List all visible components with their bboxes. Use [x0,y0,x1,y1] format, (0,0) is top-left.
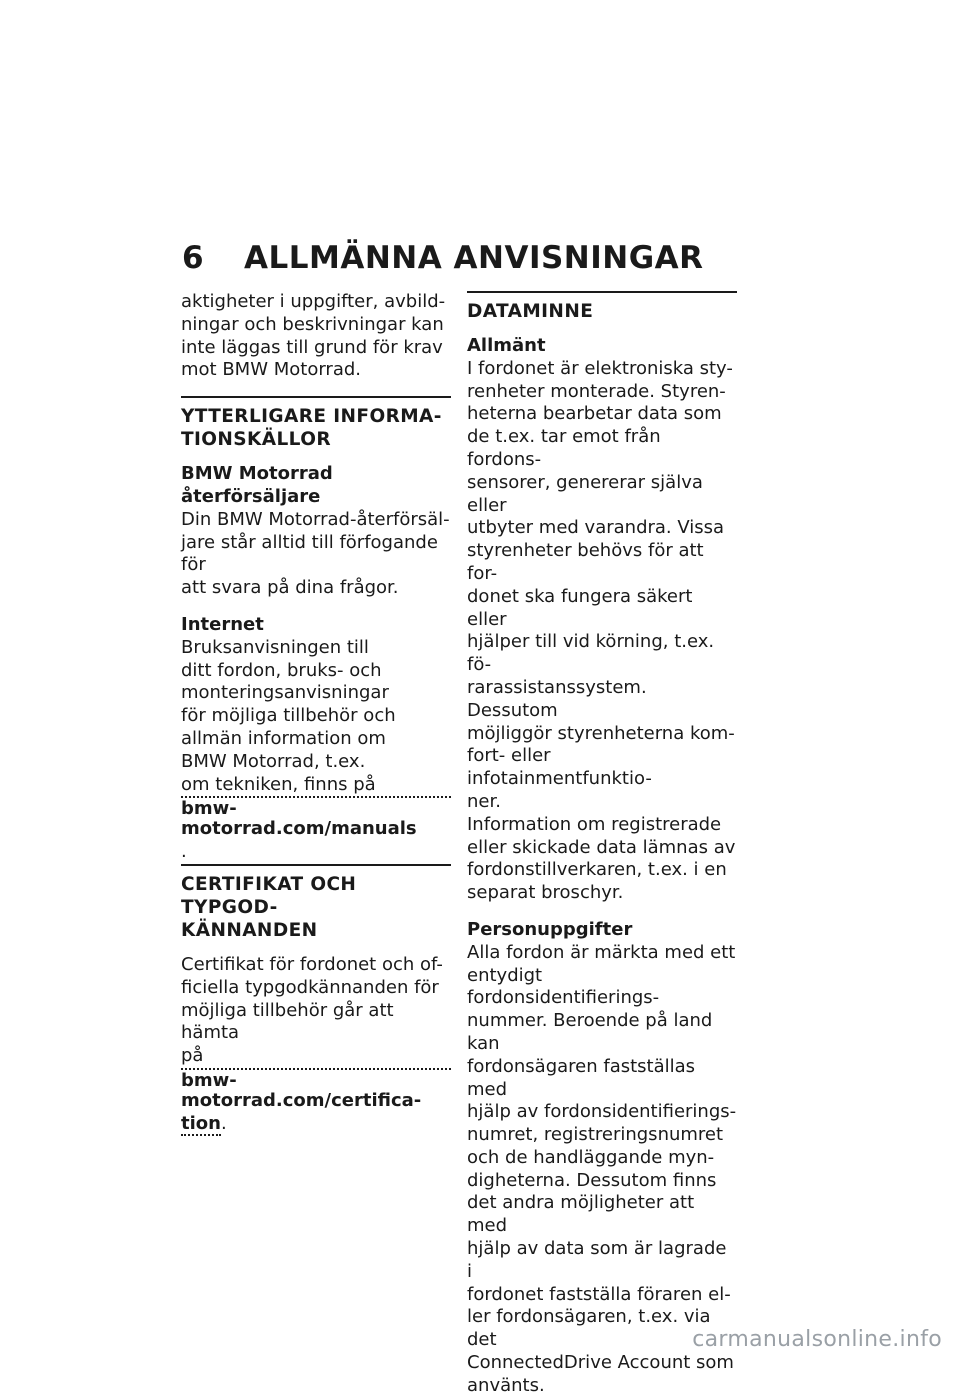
dealer-heading: BMW Motorrad återförsäljare [181,463,333,507]
general-paragraph: I fordonet är elektroniska sty- renheter monterade. Styren- heterna bearbetar data som de t.ex. tar emot från fordons- sensorer, genererar själva eller utbyter med varandra. Vissa styrenheter behövs för att for- donet ska fungera säkert eller hjälper till vid körning, t.ex. fö- rarassistanssystem. Dessutom möjliggör styrenheterna kom- fort- eller infotainmentfunktio- ner. [467,357,735,812]
certificates-paragraph: Certifikat för fordonet och of- ficiella typgodkännanden för möjliga tillbehör går att hämta på [181,953,443,1067]
dealer-paragraph: Din BMW Motorrad-återförsäl- jare står alltid till förfogande för att svara på dina frågor. [181,508,450,599]
manuals-link-suffix: . [181,841,187,863]
certification-link-line2 [181,1113,451,1136]
section-title-further-info: YTTERLIGARE INFORMA- TIONSKÄLLOR [181,396,451,451]
personal-data-heading: Personuppgifter [467,918,633,940]
site-watermark: carmanualsonline.info [692,1327,942,1352]
chapter-number: 6 [182,240,205,276]
internet-paragraph: Bruksanvisningen till ditt fordon, bruks- och monteringsanvisningar för möjliga tillbehör och allmän information om BMW Motorrad, t.ex. om tekniken, finns på [181,636,396,795]
right-column [467,291,737,1398]
manuals-link-line [181,796,451,864]
general-heading: Allmänt [467,335,546,356]
certification-link-continued[interactable]: tion [181,1112,221,1134]
intro-paragraph: aktigheter i uppgifter, avbild- ningar och beskrivningar kan inte läggas till grund för krav mot BMW Motorrad. [181,291,446,381]
left-column [181,291,451,1136]
internet-heading: Internet [181,613,264,635]
section-title-certificates: CERTIFIKAT OCH TYPGOD- KÄNNANDEN [181,864,451,942]
certification-link-suffix: . [220,1112,227,1134]
certification-link[interactable]: bmw-motorrad.com/certifica- [181,1068,451,1111]
manuals-link[interactable]: bmw-motorrad.com/manuals [181,796,451,839]
general-paragraph-2: Information om registrerade eller skickade data lämnas av fordonstillverkaren, t.ex. i en separat broschyr. [467,813,736,904]
chapter-title: ALLMÄNNA ANVISNINGAR [244,240,704,276]
certification-link-line [181,1068,451,1113]
section-title-data-memory: DATAMINNE [467,291,737,323]
chapter-heading [182,240,742,276]
personal-data-paragraph: Alla fordon är märkta med ett entydigt fordonsidentifierings- nummer. Beroende på land kan fordonsägaren fastställas med hjälp av fordonsidentifierings- numret, registreringsnumret och de handläggande myn- digheterna. Dessutom finns det andra möjligheter att med hjälp av data som är lagrade i fordonet fastställa föraren el- ler fordonsägaren, t.ex. via det ConnectedDrive Account som använts. [467,941,737,1396]
